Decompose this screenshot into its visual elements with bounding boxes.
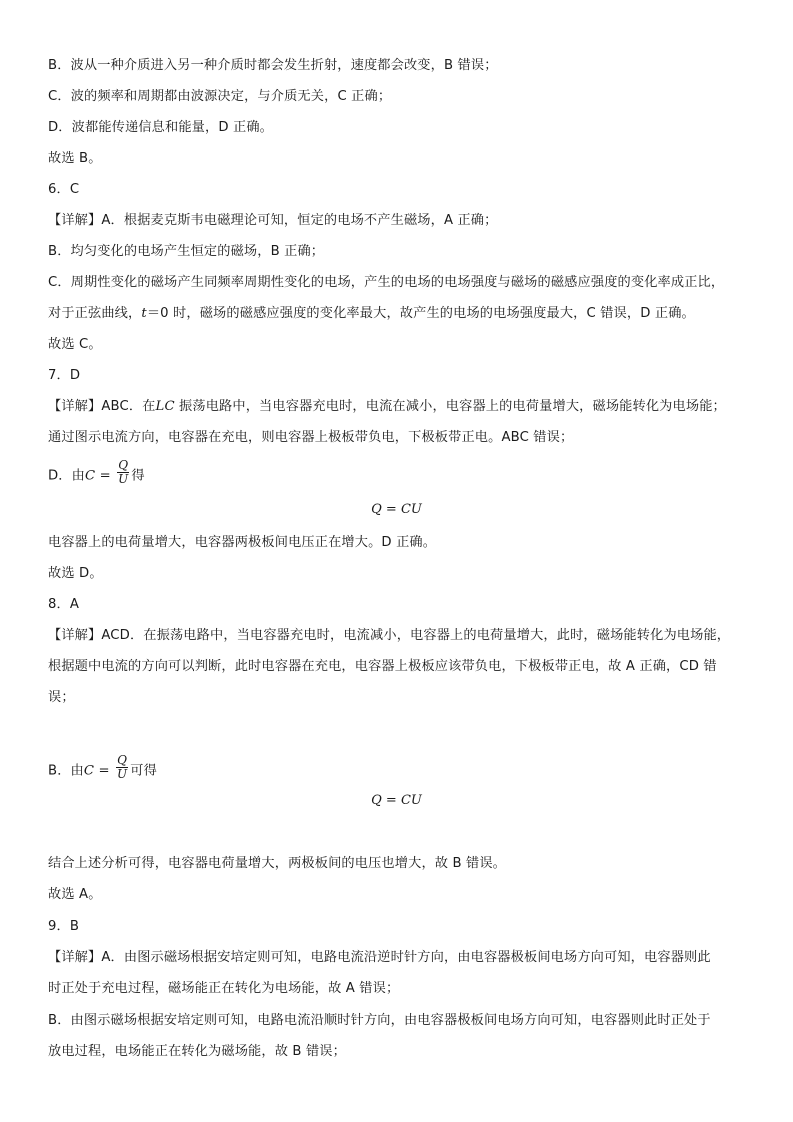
text-segment: ＝0 时，磁场的磁感应强度的变化率最大，故产生的电场的电场强度最大，C 错误，D 正确。 <box>146 306 695 321</box>
fraction-numerator: Q <box>118 458 129 472</box>
text-segment: B．由 <box>48 763 84 779</box>
text-line: 电容器上的电荷量增大，电容器两极板间电压正在增大。D 正确。 <box>48 535 437 550</box>
equation: Q = CU <box>371 502 422 517</box>
text-line: 【详解】A．由图示磁场根据安培定则可知，电路电流沿逆时针方向，由电容器极板间电场方向可知，电容器则此 <box>48 950 711 965</box>
text-line: 通过图示电流方向，电容器在充电，则电容器上极板带负电，下极板带正电。ABC 错误； <box>48 430 574 445</box>
formula-line <box>48 458 145 489</box>
text-line: B．由图示磁场根据安培定则可知，电路电流沿顺时针方向，由电容器极板间电场方向可知，电容器则此时正处于 <box>48 1013 711 1028</box>
text-line: C．波的频率和周期都由波源决定，与介质无关，C 正确； <box>48 89 392 104</box>
text-segment: 对于正弦曲线， <box>48 306 142 321</box>
text-line: 故选 C。 <box>48 337 102 352</box>
math-variable: C <box>83 763 95 779</box>
text-line <box>48 398 726 416</box>
text-line: 误； <box>48 690 75 705</box>
question-number: 8．A <box>48 597 80 612</box>
text-line: B．波从一种介质进入另一种介质时都会发生折射，速度都会改变，B 错误； <box>48 58 498 73</box>
question-number: 9．B <box>48 919 80 934</box>
text-line: 根据题中电流的方向可以判断，此时电容器在充电，电容器上极板应该带负电，下极板带正电，故 A 正确，CD 错 <box>48 659 717 674</box>
equals-sign: = <box>95 468 116 484</box>
text-line: D．波都能传递信息和能量，D 正确。 <box>48 120 274 135</box>
equation: Q = CU <box>371 793 422 808</box>
text-line: C．周期性变化的磁场产生同频率周期性变化的电场，产生的电场的电场强度与磁场的磁感应强度的变化率成正比， <box>48 275 725 290</box>
text-line <box>48 305 695 323</box>
fraction-denominator: U <box>118 472 129 486</box>
fraction-numerator: Q <box>117 753 128 767</box>
fraction-denominator: U <box>117 767 128 781</box>
question-number: 7．D <box>48 368 81 383</box>
text-line: 【详解】ACD．在振荡电路中，当电容器充电时，电流减小，电容器上的电荷量增大，此时，磁场能转化为电场能， <box>48 628 731 643</box>
formula-line <box>48 753 157 784</box>
text-line: 放电过程，电场能正在转化为磁场能，故 B 错误； <box>48 1044 346 1059</box>
text-line: 【详解】A．根据麦克斯韦电磁理论可知，恒定的电场不产生磁场，A 正确； <box>48 213 498 228</box>
text-line: 结合上述分析可得，电容器电荷量增大，两极板间的电压也增大，故 B 错误。 <box>48 856 507 871</box>
fraction <box>117 459 129 486</box>
fraction <box>116 754 128 781</box>
math-variable: LC <box>155 399 175 414</box>
text-segment: 【详解】ABC．在 <box>48 399 156 414</box>
text-segment: 可得 <box>130 763 157 779</box>
text-line: B．均匀变化的电场产生恒定的磁场，B 正确； <box>48 244 325 259</box>
question-number: 6．C <box>48 182 80 197</box>
math-variable: C <box>84 468 96 484</box>
text-line: 故选 A。 <box>48 887 102 902</box>
text-line: 故选 B。 <box>48 151 102 166</box>
text-segment: D．由 <box>48 468 85 484</box>
text-segment: 振荡电路中，当电容器充电时，电流在减小，电容器上的电荷量增大，磁场能转化为电场能； <box>174 399 726 414</box>
text-line: 故选 D。 <box>48 566 103 581</box>
text-segment: 得 <box>131 468 145 484</box>
text-line: 时正处于充电过程，磁场能正在转化为电场能，故 A 错误； <box>48 981 400 996</box>
math-variable: t <box>141 306 147 321</box>
equals-sign: = <box>94 763 115 779</box>
